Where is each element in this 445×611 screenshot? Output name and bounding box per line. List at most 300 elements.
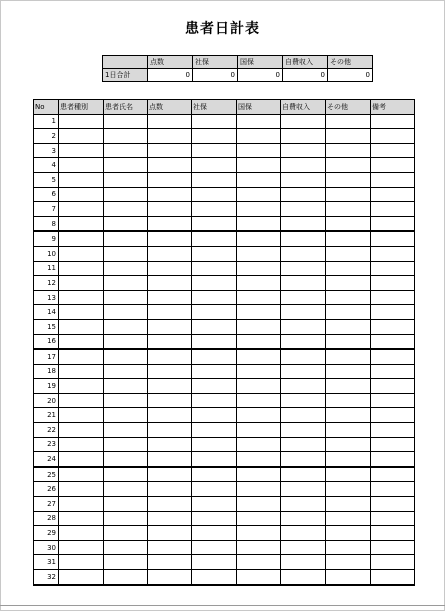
row-number: 6 bbox=[34, 187, 59, 202]
table-cell[interactable] bbox=[59, 379, 104, 394]
table-cell[interactable] bbox=[371, 555, 415, 570]
table-cell[interactable] bbox=[192, 216, 237, 231]
summary-value-cell[interactable]: 0 bbox=[148, 69, 193, 82]
row-number: 12 bbox=[34, 276, 59, 291]
summary-value-cell[interactable]: 0 bbox=[193, 69, 238, 82]
table-cell[interactable] bbox=[148, 305, 192, 320]
table-cell[interactable] bbox=[281, 437, 326, 452]
table-cell[interactable] bbox=[326, 319, 371, 334]
table-cell[interactable] bbox=[371, 246, 415, 261]
table-cell[interactable] bbox=[281, 526, 326, 541]
table-cell[interactable] bbox=[104, 423, 148, 438]
table-cell[interactable] bbox=[192, 187, 237, 202]
table-cell[interactable] bbox=[237, 511, 281, 526]
table-cell[interactable] bbox=[371, 319, 415, 334]
table-cell[interactable] bbox=[104, 437, 148, 452]
table-cell[interactable] bbox=[281, 261, 326, 276]
table-cell[interactable] bbox=[104, 202, 148, 217]
table-cell[interactable] bbox=[104, 511, 148, 526]
row-number: 31 bbox=[34, 555, 59, 570]
table-row bbox=[34, 172, 415, 187]
table-cell[interactable] bbox=[59, 408, 104, 423]
table-cell[interactable] bbox=[192, 349, 237, 364]
table-cell[interactable] bbox=[59, 437, 104, 452]
table-cell[interactable] bbox=[148, 393, 192, 408]
table-cell[interactable] bbox=[59, 319, 104, 334]
table-cell[interactable] bbox=[326, 114, 371, 129]
table-cell[interactable] bbox=[326, 408, 371, 423]
table-cell[interactable] bbox=[326, 379, 371, 394]
table-cell[interactable] bbox=[281, 452, 326, 467]
table-cell[interactable] bbox=[326, 172, 371, 187]
table-cell[interactable] bbox=[237, 143, 281, 158]
table-cell[interactable] bbox=[237, 467, 281, 482]
table-cell[interactable] bbox=[59, 555, 104, 570]
table-cell[interactable] bbox=[371, 349, 415, 364]
table-cell[interactable] bbox=[104, 143, 148, 158]
table-cell[interactable] bbox=[59, 423, 104, 438]
table-cell[interactable] bbox=[237, 334, 281, 349]
table-cell[interactable] bbox=[104, 349, 148, 364]
table-cell[interactable] bbox=[371, 114, 415, 129]
table-cell[interactable] bbox=[326, 423, 371, 438]
table-cell[interactable] bbox=[192, 305, 237, 320]
table-cell[interactable] bbox=[326, 526, 371, 541]
table-cell[interactable] bbox=[148, 216, 192, 231]
table-cell[interactable] bbox=[148, 158, 192, 173]
table-cell[interactable] bbox=[281, 129, 326, 144]
table-cell[interactable] bbox=[371, 393, 415, 408]
table-cell[interactable] bbox=[326, 334, 371, 349]
table-row bbox=[34, 129, 415, 144]
table-cell[interactable] bbox=[192, 482, 237, 497]
table-row bbox=[34, 570, 415, 585]
table-cell[interactable] bbox=[237, 187, 281, 202]
table-cell[interactable] bbox=[148, 526, 192, 541]
table-cell[interactable] bbox=[148, 114, 192, 129]
table-cell[interactable] bbox=[192, 570, 237, 585]
table-cell[interactable] bbox=[281, 379, 326, 394]
row-number: 32 bbox=[34, 570, 59, 585]
table-cell[interactable] bbox=[371, 437, 415, 452]
table-cell[interactable] bbox=[281, 231, 326, 246]
summary-total-row bbox=[103, 69, 373, 82]
table-cell[interactable] bbox=[326, 349, 371, 364]
table-cell[interactable] bbox=[148, 364, 192, 379]
table-cell[interactable] bbox=[281, 482, 326, 497]
summary-header-cell: 点数 bbox=[148, 56, 193, 69]
table-cell[interactable] bbox=[371, 526, 415, 541]
table-cell[interactable] bbox=[59, 158, 104, 173]
table-cell[interactable] bbox=[104, 540, 148, 555]
table-cell[interactable] bbox=[281, 349, 326, 364]
table-cell[interactable] bbox=[104, 172, 148, 187]
table-cell[interactable] bbox=[148, 408, 192, 423]
table-cell[interactable] bbox=[326, 202, 371, 217]
table-cell[interactable] bbox=[59, 129, 104, 144]
table-cell[interactable] bbox=[59, 143, 104, 158]
table-cell[interactable] bbox=[326, 129, 371, 144]
table-cell[interactable] bbox=[237, 364, 281, 379]
table-cell[interactable] bbox=[371, 408, 415, 423]
table-cell[interactable] bbox=[59, 261, 104, 276]
table-cell[interactable] bbox=[148, 334, 192, 349]
table-cell[interactable] bbox=[192, 393, 237, 408]
table-cell[interactable] bbox=[148, 540, 192, 555]
table-cell[interactable] bbox=[104, 334, 148, 349]
table-cell[interactable] bbox=[281, 555, 326, 570]
table-cell[interactable] bbox=[59, 305, 104, 320]
table-cell[interactable] bbox=[59, 570, 104, 585]
table-cell[interactable] bbox=[59, 364, 104, 379]
table-cell[interactable] bbox=[192, 526, 237, 541]
table-cell[interactable] bbox=[326, 511, 371, 526]
summary-value-cell[interactable]: 0 bbox=[328, 69, 373, 82]
table-cell[interactable] bbox=[192, 423, 237, 438]
table-cell[interactable] bbox=[371, 143, 415, 158]
table-cell[interactable] bbox=[104, 379, 148, 394]
row-number: 19 bbox=[34, 379, 59, 394]
table-cell[interactable] bbox=[59, 216, 104, 231]
row-number: 3 bbox=[34, 143, 59, 158]
table-cell[interactable] bbox=[371, 129, 415, 144]
table-cell[interactable] bbox=[148, 231, 192, 246]
table-cell[interactable] bbox=[104, 393, 148, 408]
table-cell[interactable] bbox=[326, 482, 371, 497]
table-cell[interactable] bbox=[104, 290, 148, 305]
table-cell[interactable] bbox=[371, 467, 415, 482]
table-cell[interactable] bbox=[59, 540, 104, 555]
table-cell[interactable] bbox=[371, 187, 415, 202]
table-cell[interactable] bbox=[237, 290, 281, 305]
column-header: No bbox=[34, 100, 59, 115]
table-cell[interactable] bbox=[371, 334, 415, 349]
table-cell[interactable] bbox=[371, 202, 415, 217]
table-cell[interactable] bbox=[192, 452, 237, 467]
table-cell[interactable] bbox=[192, 129, 237, 144]
table-cell[interactable] bbox=[326, 452, 371, 467]
table-cell[interactable] bbox=[104, 216, 148, 231]
table-cell[interactable] bbox=[237, 246, 281, 261]
table-cell[interactable] bbox=[237, 158, 281, 173]
table-cell[interactable] bbox=[192, 379, 237, 394]
summary-row-label: 1日合計 bbox=[103, 69, 148, 82]
table-cell[interactable] bbox=[148, 261, 192, 276]
table-cell[interactable] bbox=[192, 158, 237, 173]
table-cell[interactable] bbox=[59, 526, 104, 541]
table-cell[interactable] bbox=[237, 231, 281, 246]
table-cell[interactable] bbox=[281, 114, 326, 129]
table-cell[interactable] bbox=[237, 497, 281, 512]
table-cell[interactable] bbox=[281, 187, 326, 202]
table-cell[interactable] bbox=[148, 570, 192, 585]
table-cell[interactable] bbox=[192, 511, 237, 526]
table-cell[interactable] bbox=[237, 114, 281, 129]
summary-header-cell: 自費収入 bbox=[283, 56, 328, 69]
summary-corner bbox=[103, 56, 148, 69]
table-cell[interactable] bbox=[192, 408, 237, 423]
table-cell[interactable] bbox=[326, 555, 371, 570]
table-cell[interactable] bbox=[59, 349, 104, 364]
table-cell[interactable] bbox=[281, 246, 326, 261]
table-cell[interactable] bbox=[192, 437, 237, 452]
table-cell[interactable] bbox=[192, 290, 237, 305]
table-cell[interactable] bbox=[148, 187, 192, 202]
table-cell[interactable] bbox=[104, 497, 148, 512]
table-cell[interactable] bbox=[237, 393, 281, 408]
table-cell[interactable] bbox=[281, 143, 326, 158]
table-cell[interactable] bbox=[371, 364, 415, 379]
table-cell[interactable] bbox=[148, 319, 192, 334]
table-cell[interactable] bbox=[59, 511, 104, 526]
table-cell[interactable] bbox=[281, 334, 326, 349]
table-cell[interactable] bbox=[237, 482, 281, 497]
table-cell[interactable] bbox=[104, 276, 148, 291]
table-row bbox=[34, 158, 415, 173]
table-cell[interactable] bbox=[371, 276, 415, 291]
table-cell[interactable] bbox=[192, 114, 237, 129]
table-cell[interactable] bbox=[371, 379, 415, 394]
table-cell[interactable] bbox=[281, 511, 326, 526]
table-cell[interactable] bbox=[104, 319, 148, 334]
table-cell[interactable] bbox=[281, 497, 326, 512]
table-cell[interactable] bbox=[59, 276, 104, 291]
table-row bbox=[34, 540, 415, 555]
table-cell[interactable] bbox=[192, 497, 237, 512]
patient-log-table bbox=[33, 99, 415, 586]
table-cell[interactable] bbox=[281, 393, 326, 408]
table-cell[interactable] bbox=[59, 202, 104, 217]
table-cell[interactable] bbox=[148, 511, 192, 526]
table-cell[interactable] bbox=[281, 570, 326, 585]
table-cell[interactable] bbox=[326, 246, 371, 261]
table-cell[interactable] bbox=[281, 305, 326, 320]
table-cell[interactable] bbox=[104, 467, 148, 482]
table-cell[interactable] bbox=[281, 364, 326, 379]
table-cell[interactable] bbox=[104, 555, 148, 570]
row-number: 8 bbox=[34, 216, 59, 231]
table-cell[interactable] bbox=[326, 231, 371, 246]
row-number: 2 bbox=[34, 129, 59, 144]
table-cell[interactable] bbox=[192, 143, 237, 158]
table-cell[interactable] bbox=[148, 129, 192, 144]
table-cell[interactable] bbox=[237, 349, 281, 364]
table-cell[interactable] bbox=[326, 143, 371, 158]
table-cell[interactable] bbox=[371, 216, 415, 231]
table-cell[interactable] bbox=[371, 423, 415, 438]
row-number: 1 bbox=[34, 114, 59, 129]
table-cell[interactable] bbox=[371, 482, 415, 497]
table-cell[interactable] bbox=[104, 526, 148, 541]
table-cell[interactable] bbox=[326, 437, 371, 452]
table-cell[interactable] bbox=[281, 540, 326, 555]
table-cell[interactable] bbox=[237, 437, 281, 452]
table-cell[interactable] bbox=[148, 437, 192, 452]
table-cell[interactable] bbox=[281, 172, 326, 187]
table-cell[interactable] bbox=[371, 511, 415, 526]
table-cell[interactable] bbox=[59, 497, 104, 512]
row-number: 28 bbox=[34, 511, 59, 526]
table-cell[interactable] bbox=[326, 393, 371, 408]
table-cell[interactable] bbox=[148, 467, 192, 482]
table-cell[interactable] bbox=[192, 364, 237, 379]
row-number: 16 bbox=[34, 334, 59, 349]
table-cell[interactable] bbox=[104, 158, 148, 173]
table-cell[interactable] bbox=[104, 408, 148, 423]
table-cell[interactable] bbox=[148, 172, 192, 187]
table-cell[interactable] bbox=[148, 202, 192, 217]
table-cell[interactable] bbox=[281, 408, 326, 423]
table-row bbox=[34, 349, 415, 364]
table-cell[interactable] bbox=[104, 114, 148, 129]
table-cell[interactable] bbox=[371, 540, 415, 555]
table-cell[interactable] bbox=[192, 172, 237, 187]
row-number: 25 bbox=[34, 467, 59, 482]
table-cell[interactable] bbox=[148, 379, 192, 394]
table-cell[interactable] bbox=[59, 393, 104, 408]
table-cell[interactable] bbox=[237, 261, 281, 276]
table-cell[interactable] bbox=[237, 555, 281, 570]
table-cell[interactable] bbox=[371, 261, 415, 276]
table-cell[interactable] bbox=[192, 467, 237, 482]
table-cell[interactable] bbox=[371, 231, 415, 246]
table-cell[interactable] bbox=[192, 334, 237, 349]
table-cell[interactable] bbox=[326, 540, 371, 555]
table-cell[interactable] bbox=[148, 482, 192, 497]
table-cell[interactable] bbox=[59, 452, 104, 467]
table-cell[interactable] bbox=[281, 290, 326, 305]
table-cell[interactable] bbox=[237, 129, 281, 144]
table-cell[interactable] bbox=[371, 452, 415, 467]
row-number: 24 bbox=[34, 452, 59, 467]
table-cell[interactable] bbox=[281, 319, 326, 334]
table-cell[interactable] bbox=[326, 467, 371, 482]
column-header: 備考 bbox=[371, 100, 415, 115]
table-cell[interactable] bbox=[148, 143, 192, 158]
table-cell[interactable] bbox=[192, 555, 237, 570]
table-cell[interactable] bbox=[281, 158, 326, 173]
table-cell[interactable] bbox=[104, 364, 148, 379]
table-cell[interactable] bbox=[371, 570, 415, 585]
table-cell[interactable] bbox=[148, 349, 192, 364]
table-cell[interactable] bbox=[237, 305, 281, 320]
table-cell[interactable] bbox=[104, 305, 148, 320]
table-cell[interactable] bbox=[192, 202, 237, 217]
table-cell[interactable] bbox=[148, 452, 192, 467]
table-cell[interactable] bbox=[104, 231, 148, 246]
table-cell[interactable] bbox=[326, 261, 371, 276]
table-cell[interactable] bbox=[148, 497, 192, 512]
table-cell[interactable] bbox=[148, 423, 192, 438]
table-cell[interactable] bbox=[59, 467, 104, 482]
table-cell[interactable] bbox=[59, 172, 104, 187]
table-cell[interactable] bbox=[59, 114, 104, 129]
table-cell[interactable] bbox=[371, 497, 415, 512]
table-cell[interactable] bbox=[59, 231, 104, 246]
table-cell[interactable] bbox=[326, 305, 371, 320]
table-cell[interactable] bbox=[237, 319, 281, 334]
table-cell[interactable] bbox=[326, 158, 371, 173]
table-row bbox=[34, 511, 415, 526]
table-cell[interactable] bbox=[59, 482, 104, 497]
table-cell[interactable] bbox=[104, 187, 148, 202]
column-header: その他 bbox=[326, 100, 371, 115]
table-cell[interactable] bbox=[148, 555, 192, 570]
table-row bbox=[34, 393, 415, 408]
row-number: 9 bbox=[34, 231, 59, 246]
table-cell[interactable] bbox=[237, 202, 281, 217]
table-cell[interactable] bbox=[59, 187, 104, 202]
table-cell[interactable] bbox=[326, 364, 371, 379]
table-cell[interactable] bbox=[237, 570, 281, 585]
summary-header-cell: 社保 bbox=[193, 56, 238, 69]
table-cell[interactable] bbox=[148, 276, 192, 291]
table-cell[interactable] bbox=[237, 452, 281, 467]
table-cell[interactable] bbox=[326, 497, 371, 512]
table-cell[interactable] bbox=[237, 408, 281, 423]
column-header: 点数 bbox=[148, 100, 192, 115]
table-cell[interactable] bbox=[237, 540, 281, 555]
table-cell[interactable] bbox=[281, 423, 326, 438]
table-cell[interactable] bbox=[371, 290, 415, 305]
table-cell[interactable] bbox=[192, 246, 237, 261]
table-row bbox=[34, 467, 415, 482]
table-cell[interactable] bbox=[281, 202, 326, 217]
table-cell[interactable] bbox=[237, 216, 281, 231]
table-cell[interactable] bbox=[59, 334, 104, 349]
table-cell[interactable] bbox=[281, 216, 326, 231]
table-cell[interactable] bbox=[148, 290, 192, 305]
table-cell[interactable] bbox=[192, 540, 237, 555]
table-cell[interactable] bbox=[371, 305, 415, 320]
row-number: 22 bbox=[34, 423, 59, 438]
table-cell[interactable] bbox=[192, 261, 237, 276]
table-cell[interactable] bbox=[192, 276, 237, 291]
column-header: 国保 bbox=[237, 100, 281, 115]
table-cell[interactable] bbox=[192, 231, 237, 246]
table-cell[interactable] bbox=[371, 158, 415, 173]
table-cell[interactable] bbox=[192, 319, 237, 334]
table-row bbox=[34, 290, 415, 305]
table-cell[interactable] bbox=[326, 290, 371, 305]
table-cell[interactable] bbox=[59, 290, 104, 305]
table-cell[interactable] bbox=[237, 172, 281, 187]
table-row bbox=[34, 231, 415, 246]
table-cell[interactable] bbox=[326, 216, 371, 231]
table-cell[interactable] bbox=[104, 482, 148, 497]
table-cell[interactable] bbox=[148, 246, 192, 261]
summary-value-cell[interactable]: 0 bbox=[283, 69, 328, 82]
table-cell[interactable] bbox=[104, 570, 148, 585]
column-header: 社保 bbox=[192, 100, 237, 115]
table-cell[interactable] bbox=[104, 261, 148, 276]
table-cell[interactable] bbox=[237, 526, 281, 541]
table-cell[interactable] bbox=[104, 452, 148, 467]
table-cell[interactable] bbox=[237, 423, 281, 438]
table-cell[interactable] bbox=[237, 276, 281, 291]
table-cell[interactable] bbox=[326, 570, 371, 585]
table-cell[interactable] bbox=[104, 129, 148, 144]
table-cell[interactable] bbox=[281, 467, 326, 482]
table-cell[interactable] bbox=[326, 276, 371, 291]
table-cell[interactable] bbox=[104, 246, 148, 261]
summary-value-cell[interactable]: 0 bbox=[238, 69, 283, 82]
table-cell[interactable] bbox=[59, 246, 104, 261]
table-cell[interactable] bbox=[281, 276, 326, 291]
table-cell[interactable] bbox=[326, 187, 371, 202]
table-cell[interactable] bbox=[371, 172, 415, 187]
table-cell[interactable] bbox=[237, 379, 281, 394]
